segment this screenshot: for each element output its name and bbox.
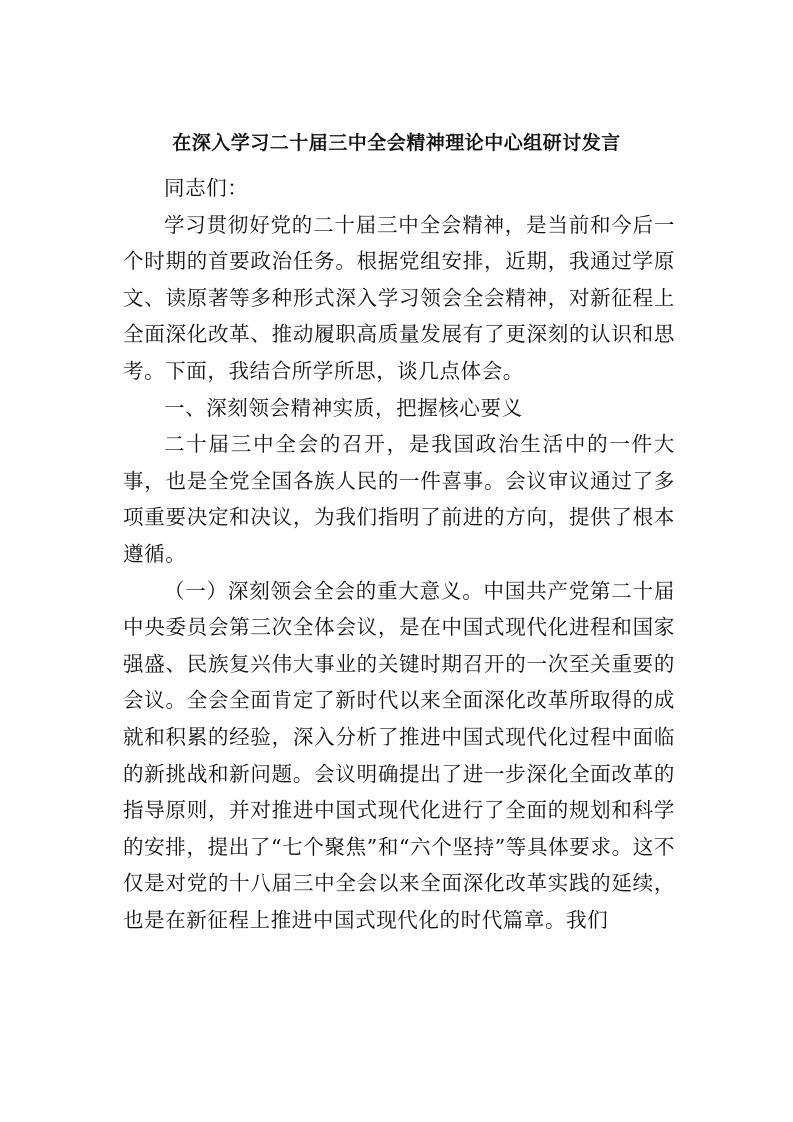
section-heading: 一、深刻领会精神实质，把握核心要义 xyxy=(164,395,523,420)
intro-paragraph: 学习贯彻好党的二十届三中全会精神，是当前和今后一个时期的首要政治任务。根据党组安排，近期，我通过学原文、读原著等多种形式深入学习领会全会精神，对新征程上全面深化改革、推动履职高质量发展有了更深刻的认识和思考。下面，我结合所学所思，谈几点体会。 xyxy=(123,212,675,383)
document-title: 在深入学习二十届三中全会精神理论中心组研讨发言 xyxy=(172,132,621,154)
salutation-paragraph: 同志们： xyxy=(164,176,249,200)
section-intro-paragraph: 二十届三中全会的召开，是我国政治生活中的一件大事，也是全党全国各族人民的一件喜事。会议审议通过了多项重要决定和决议，为我们指明了前进的方向，提供了根本遵循。 xyxy=(123,432,675,566)
subsection-paragraph: （一）深刻领会全会的重大意义。中国共产党第二十届中央委员会第三次全体会议，是在中国式现代化进程和国家强盛、民族复兴伟大事业的关键时期召开的一次至关重要的会议。全会全面肯定了新时代以来全面深化改革所取得的成就和积累的经验，深入分析了推进中国式现代化过程中面临的新挑战和新问题。会议明确提出了进一步深化全面改革的指导原则，并对推进中国式现代化进行了全面的规划和科学的安排，提出了“七个聚焦”和“六个坚持”等具体要求。这不仅是对党的十八届三中全会以来全面深化改革实践的延续，也是在新征程上推进中国式现代化的时代篇章。我们 xyxy=(123,578,675,932)
document-body xyxy=(123,170,675,938)
